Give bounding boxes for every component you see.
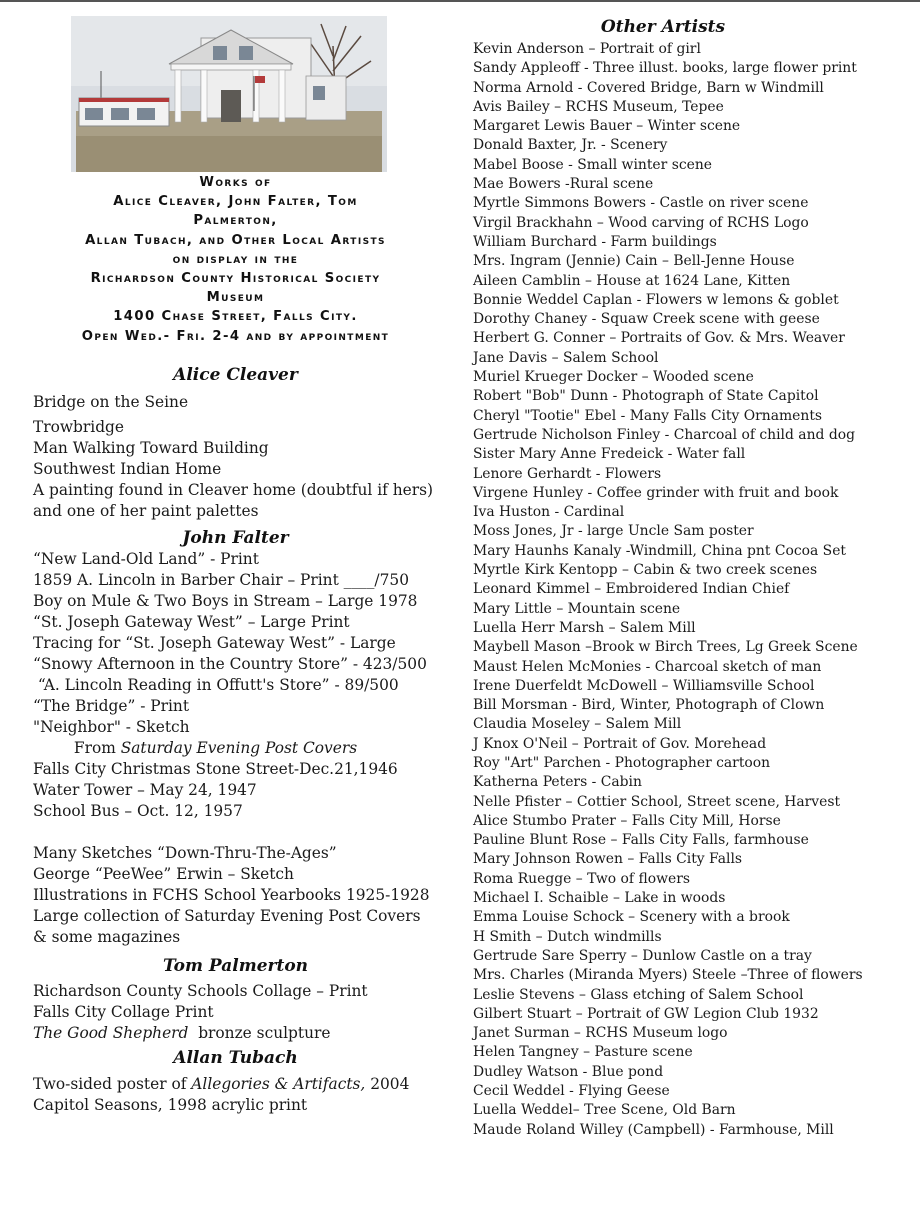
artist-item: Moss Jones, Jr - large Uncle Sam poster bbox=[473, 523, 754, 540]
artwork-item: “A. Lincoln Reading in Offutt's Store” - 89/500 bbox=[33, 676, 399, 694]
artist-item: Robert "Bob" Dunn - Photograph of State Capitol bbox=[473, 388, 819, 405]
artwork-item: Southwest Indian Home bbox=[33, 460, 222, 478]
artist-item: Claudia Moseley – Salem Mill bbox=[473, 716, 682, 733]
cover-item: Falls City Christmas Stone Street-Dec.21,1946 bbox=[33, 760, 398, 778]
artwork-item: "Neighbor" - Sketch bbox=[33, 718, 190, 736]
artist-item: Emma Louise Schock – Scenery with a brook bbox=[473, 909, 790, 926]
section-title: John Falter bbox=[182, 528, 289, 548]
artist-item: Michael I. Schaible – Lake in woods bbox=[473, 890, 726, 907]
artist-item: Mary Johnson Rowen – Falls City Falls bbox=[473, 851, 743, 868]
artist-item: Myrtle Kirk Kentopp – Cabin & two creek scenes bbox=[473, 562, 818, 579]
artwork-item: A painting found in Cleaver home (doubtful if hers) and one of her paint palettes bbox=[33, 481, 433, 520]
section-title: Tom Palmerton bbox=[162, 956, 309, 976]
artist-item: Myrtle Simmons Bowers - Castle on river scene bbox=[473, 195, 809, 212]
artwork-item: Tracing for “St. Joseph Gateway West” - Large bbox=[33, 634, 396, 652]
artist-item: Avis Bailey – RCHS Museum, Tepee bbox=[473, 98, 724, 115]
artwork-item: Many Sketches “Down-Thru-The-Ages” bbox=[33, 844, 337, 862]
artist-item: Jane Davis – Salem School bbox=[473, 349, 659, 366]
top-border bbox=[0, 0, 920, 2]
post-covers-heading bbox=[33, 738, 438, 759]
section-title: Alice Cleaver bbox=[173, 365, 298, 385]
artist-item: Muriel Krueger Docker – Wooded scene bbox=[473, 369, 754, 386]
artist-item: Herbert G. Conner – Portraits of Gov. & Mrs. Weaver bbox=[473, 330, 845, 347]
artist-item: Mrs. Charles (Miranda Myers) Steele –Three of flowers bbox=[473, 967, 863, 984]
artist-item: Mary Little – Mountain scene bbox=[473, 600, 681, 617]
artist-item: Maybell Mason –Brook w Birch Trees, Lg Greek Scene bbox=[473, 639, 858, 656]
artist-item: Bonnie Weddel Caplan - Flowers w lemons & goblet bbox=[473, 291, 839, 308]
artist-item: Gertrude Sare Sperry – Dunlow Castle on a tray bbox=[473, 947, 812, 964]
header-line: on display in the bbox=[172, 251, 299, 267]
artist-item: Norma Arnold - Covered Bridge, Barn w Windmill bbox=[473, 79, 824, 96]
artwork-item: 1859 A. Lincoln in Barber Chair – Print ____/750 bbox=[33, 571, 409, 589]
artist-item: Janet Surman – RCHS Museum logo bbox=[473, 1025, 728, 1042]
artist-item: Virgil Brackhahn – Wood carving of RCHS Logo bbox=[473, 214, 809, 231]
header-line: Works of bbox=[199, 175, 272, 190]
artwork-item: Bridge on the Seine bbox=[33, 393, 189, 411]
poster-rest: 2004 bbox=[365, 1075, 410, 1093]
artist-item: Irene Duerfeldt McDowell – Williamsville School bbox=[473, 677, 815, 694]
artwork-item: “New Land-Old Land” - Print bbox=[33, 550, 259, 568]
poster-prefix: Two-sided poster of bbox=[33, 1075, 192, 1093]
artwork-item: “Snowy Afternoon in the Country Store” - 423/500 bbox=[33, 655, 427, 673]
artist-item: Virgene Hunley - Coffee grinder with fruit and book bbox=[473, 484, 839, 501]
artwork-item: Large collection of Saturday Evening Post Covers & some magazines bbox=[33, 907, 421, 946]
other-artists-title: Other Artists bbox=[600, 17, 726, 37]
poster-item bbox=[33, 1074, 438, 1095]
artwork-item: Trowbridge bbox=[33, 418, 125, 436]
tom-palmerton-section bbox=[33, 955, 438, 1044]
sculpture-title: The Good Shepherd bbox=[33, 1024, 189, 1042]
header-line: Palmerton, bbox=[193, 213, 278, 229]
artist-item: Dorothy Chaney - Squaw Creek scene with geese bbox=[473, 311, 820, 328]
artwork-item: George “PeeWee” Erwin – Sketch bbox=[33, 865, 294, 883]
artist-item: Luella Herr Marsh – Salem Mill bbox=[473, 619, 696, 636]
artist-item: Leslie Stevens – Glass etching of Salem School bbox=[473, 986, 804, 1003]
artist-item: Helen Tangney – Pasture scene bbox=[473, 1044, 693, 1061]
artist-item: Margaret Lewis Bauer – Winter scene bbox=[473, 118, 741, 135]
post-covers-prefix: From bbox=[73, 739, 121, 757]
header-line: Museum bbox=[206, 290, 265, 306]
artwork-item: “St. Joseph Gateway West” – Large Print bbox=[33, 613, 350, 631]
artist-item: Lenore Gerhardt - Flowers bbox=[473, 465, 662, 482]
artwork-item: Richardson County Schools Collage – Print bbox=[33, 982, 368, 1000]
sculpture-rest: bronze sculpture bbox=[188, 1024, 331, 1042]
artist-item: Maude Roland Willey (Campbell) - Farmhouse, Mill bbox=[473, 1121, 834, 1138]
alice-cleaver-section bbox=[33, 364, 438, 522]
artist-item: Bill Morsman - Bird, Winter, Photograph of Clown bbox=[473, 697, 825, 714]
header-line: Allan Tubach, and Other Local Artists bbox=[85, 232, 386, 248]
artist-item: Iva Huston - Cardinal bbox=[473, 504, 625, 521]
artist-item: J Knox O'Neil – Portrait of Gov. Morehead bbox=[473, 735, 767, 752]
artist-item: Cecil Weddel - Flying Geese bbox=[473, 1083, 670, 1100]
artist-item: Cheryl "Tootie" Ebel - Many Falls City Ornaments bbox=[473, 407, 823, 424]
header-line: Alice Cleaver, John Falter, Tom bbox=[113, 194, 358, 210]
artist-item: Mrs. Ingram (Jennie) Cain – Bell-Jenne House bbox=[473, 253, 795, 270]
artist-item: Roma Ruegge – Two of flowers bbox=[473, 870, 690, 887]
artist-item: Luella Weddel– Tree Scene, Old Barn bbox=[473, 1102, 736, 1119]
artwork-item: Illustrations in FCHS School Yearbooks 1925-1928 bbox=[33, 886, 430, 904]
artist-item: Katherna Peters - Cabin bbox=[473, 774, 642, 791]
artist-item: Leonard Kimmel – Embroidered Indian Chief bbox=[473, 581, 790, 598]
artist-item: Gilbert Stuart – Portrait of GW Legion Club 1932 bbox=[473, 1005, 819, 1022]
sculpture-item bbox=[33, 1023, 438, 1044]
header-line: 1400 Chase Street, Falls City. bbox=[113, 309, 358, 325]
artwork-item: Falls City Collage Print bbox=[33, 1003, 214, 1021]
john-falter-section bbox=[33, 527, 438, 948]
artist-item: Sister Mary Anne Fredeick - Water fall bbox=[473, 446, 746, 463]
artwork-item: Capitol Seasons, 1998 acrylic print bbox=[33, 1096, 308, 1114]
artist-item: Mabel Boose - Small winter scene bbox=[473, 156, 712, 173]
artist-item: Aileen Camblin – House at 1624 Lane, Kitten bbox=[473, 272, 791, 289]
artist-item: Dudley Watson - Blue pond bbox=[473, 1063, 664, 1080]
cover-item: Water Tower – May 24, 1947 bbox=[33, 781, 257, 799]
artist-item: Donald Baxter, Jr. - Scenery bbox=[473, 137, 668, 154]
cover-item: School Bus – Oct. 12, 1957 bbox=[33, 802, 243, 820]
artist-item: Mae Bowers -Rural scene bbox=[473, 176, 654, 193]
artist-item: Gertrude Nicholson Finley - Charcoal of child and dog bbox=[473, 426, 855, 443]
artist-item: Nelle Pfister – Cottier School, Street scene, Harvest bbox=[473, 793, 841, 810]
artist-item: William Burchard - Farm buildings bbox=[473, 233, 717, 250]
artist-item: Sandy Appleoff - Three illust. books, large flower print bbox=[473, 60, 857, 77]
artist-item: Alice Stumbo Prater – Falls City Mill, Horse bbox=[473, 812, 781, 829]
museum-photo bbox=[71, 16, 387, 172]
museum-header bbox=[33, 173, 438, 346]
right-column bbox=[473, 16, 913, 1140]
artwork-item: “The Bridge” - Print bbox=[33, 697, 190, 715]
artist-item: Mary Haunhs Kanaly -Windmill, China pnt Cocoa Set bbox=[473, 542, 846, 559]
artwork-item: Man Walking Toward Building bbox=[33, 439, 269, 457]
artist-item: Maust Helen McMonies - Charcoal sketch of man bbox=[473, 658, 822, 675]
artist-item: H Smith – Dutch windmills bbox=[473, 928, 662, 945]
allan-tubach-section bbox=[33, 1047, 438, 1116]
artwork-item: Boy on Mule & Two Boys in Stream – Large 1978 bbox=[33, 592, 418, 610]
artist-item: Roy "Art" Parchen - Photographer cartoon bbox=[473, 754, 771, 771]
poster-title: Allegories & Artifacts, bbox=[191, 1075, 366, 1093]
artist-item: Kevin Anderson – Portrait of girl bbox=[473, 41, 701, 57]
header-line: Open Wed.- Fri. 2-4 and by appointment bbox=[81, 328, 390, 344]
header-line: Richardson County Historical Society bbox=[90, 271, 381, 287]
artist-item: Pauline Blunt Rose – Falls City Falls, farmhouse bbox=[473, 832, 809, 849]
post-covers-title: Saturday Evening Post Covers bbox=[120, 739, 358, 757]
section-title: Allan Tubach bbox=[173, 1048, 298, 1068]
